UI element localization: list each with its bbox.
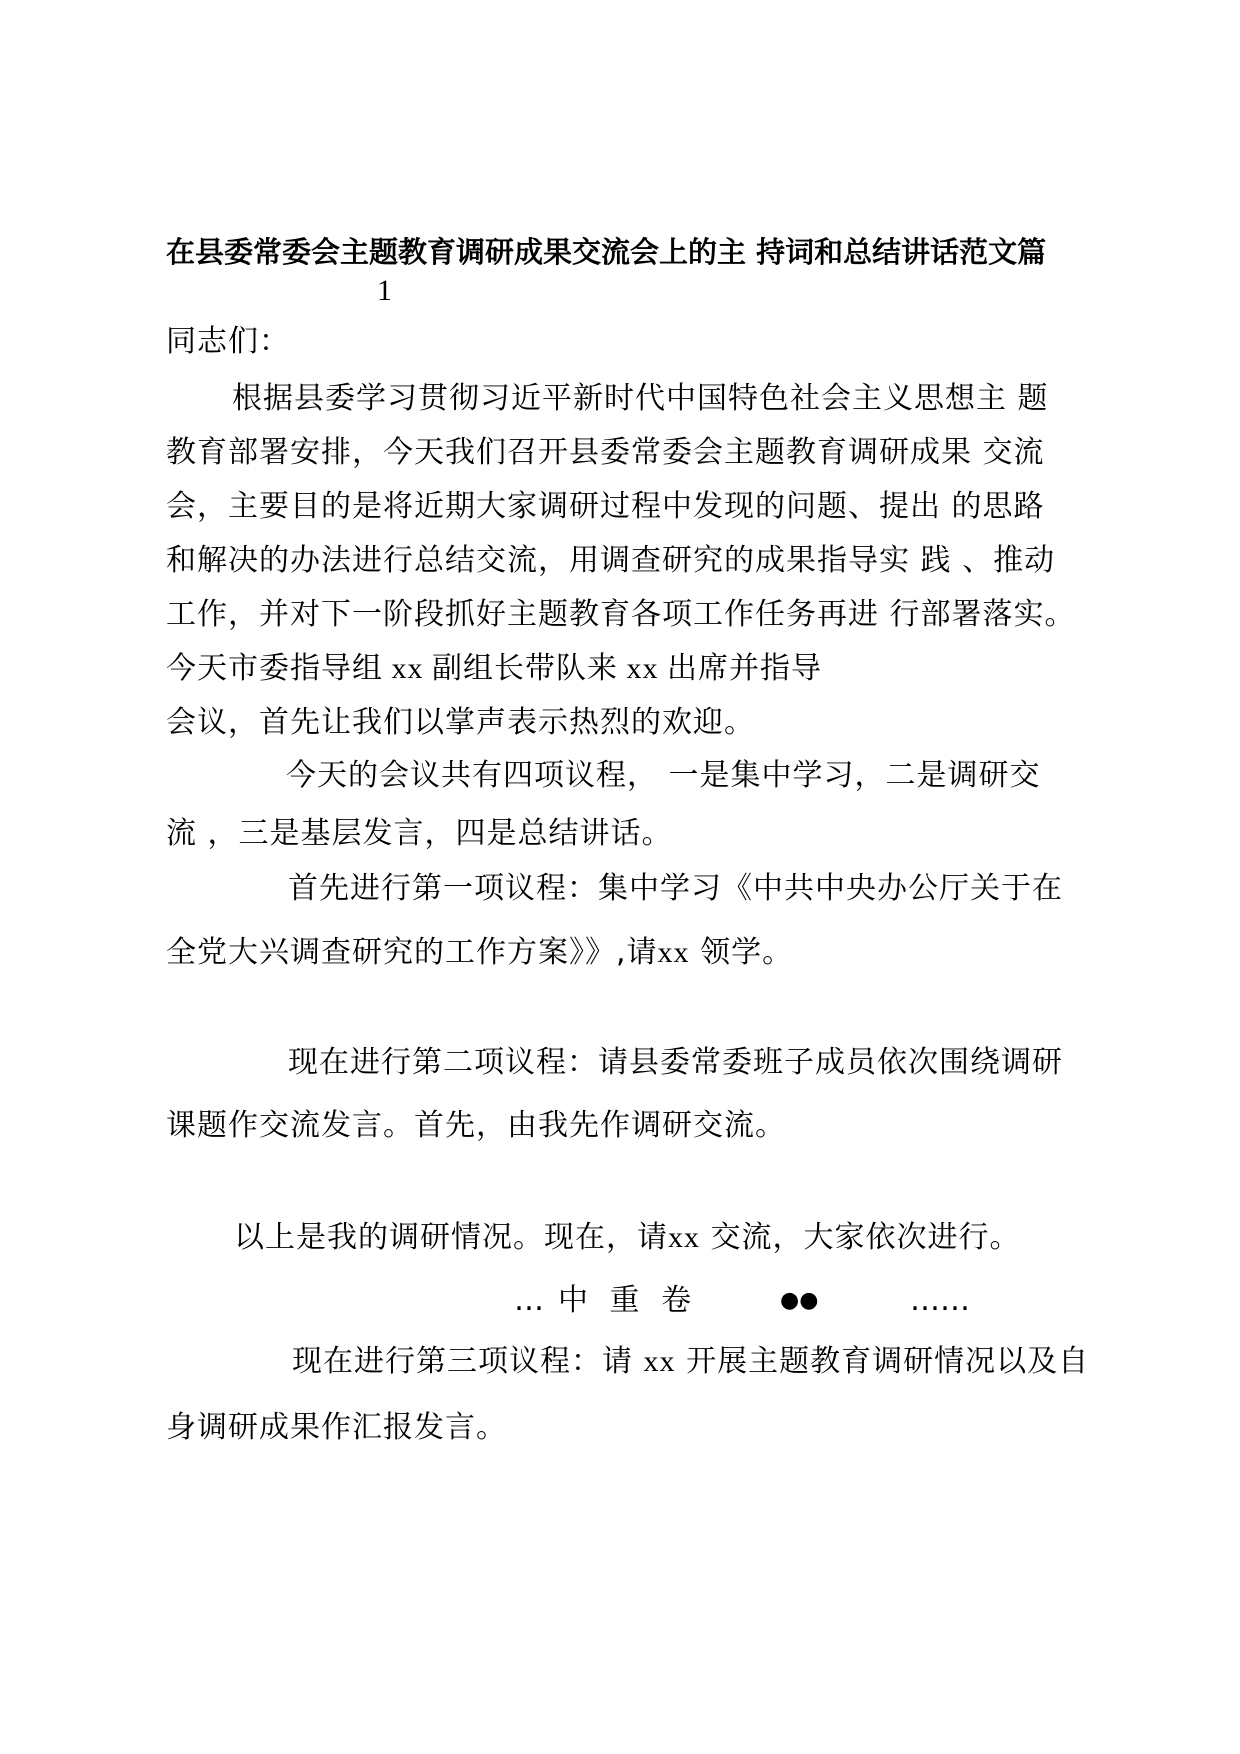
- bullet-marks: ●●: [780, 1288, 819, 1313]
- paragraph-1-line-2: 教育部署安排，今天我们召开县委常委会主题教育调研成果 交流: [166, 435, 1045, 470]
- paragraph-1-line-6: [166, 649, 822, 689]
- placeholder-name: xx: [668, 1221, 700, 1254]
- text-segment: 出席并指导: [667, 651, 822, 686]
- paragraph-1-line-5: 工作，并对下一阶段抓好主题教育各项工作任务再进 行部署落实。: [166, 597, 1076, 632]
- paragraph-1-line-3: 会，主要目的是将近期大家调研过程中发现的问题、提出 的思路: [166, 489, 1045, 524]
- text-segment: 今天市委指导组: [166, 651, 383, 686]
- paragraph-4-line-1: 现在进行第二项议程：请县委常委班子成员依次围绕调研: [288, 1045, 1063, 1080]
- text-segment: 现在进行第三项议程：请: [292, 1344, 644, 1379]
- paragraph-6-line-2: 身调研成果作汇报发言。: [166, 1410, 507, 1445]
- paragraph-3-line-2: [166, 933, 793, 973]
- document-title: 在县委常委会主题教育调研成果交流会上的主 持词和总结讲话范文篇: [166, 235, 1047, 269]
- stray-marks-row: [0, 1281, 1240, 1321]
- paragraph-4-line-2: 课题作交流发言。首先，由我先作调研交流。: [166, 1108, 786, 1143]
- text-segment: 领学。: [689, 935, 794, 970]
- paragraph-1-line-4: 和解决的办法进行总结交流，用调查研究的成果指导实 践 、推动: [166, 543, 1056, 578]
- text-segment: 全党大兴调查研究的工作方案》》,请: [166, 935, 658, 970]
- salutation: 同志们：: [166, 324, 290, 359]
- placeholder-name: xx: [383, 652, 432, 685]
- paragraph-2-line-1: 今天的会议共有四项议程， 一是集中学习，二是调研交: [286, 758, 1041, 793]
- text-segment: 副组长带队来: [432, 651, 618, 686]
- placeholder-name: xx: [657, 936, 690, 969]
- placeholder-name: xx: [618, 652, 667, 685]
- paragraph-1-line-7: 会议，首先让我们以掌声表示热烈的欢迎。: [166, 705, 755, 740]
- paragraph-2-line-2: 流 ，三是基层发言，四是总结讲话。: [166, 816, 673, 851]
- ellipsis-mark: ……: [910, 1283, 970, 1318]
- placeholder-name: xx: [643, 1345, 676, 1378]
- paragraph-3-line-1: 首先进行第一项议程：集中学习《中共中央办公厅关于在: [288, 871, 1063, 906]
- text-segment: 交流，大家依次进行。: [700, 1220, 1021, 1255]
- paragraph-5: [234, 1218, 1021, 1258]
- stray-characters: 中 重 卷: [558, 1283, 698, 1318]
- paragraph-1-line-1: 根据县委学习贯彻习近平新时代中国特色社会主义思想主 题: [232, 381, 1049, 416]
- ellipsis-mark: …: [514, 1283, 544, 1318]
- document-title-number: 1: [377, 274, 393, 307]
- text-segment: 开展主题教育调研情况以及自: [675, 1344, 1090, 1379]
- text-segment: 以上是我的调研情况。现在，请: [234, 1220, 668, 1255]
- paragraph-6-line-1: [292, 1342, 1089, 1382]
